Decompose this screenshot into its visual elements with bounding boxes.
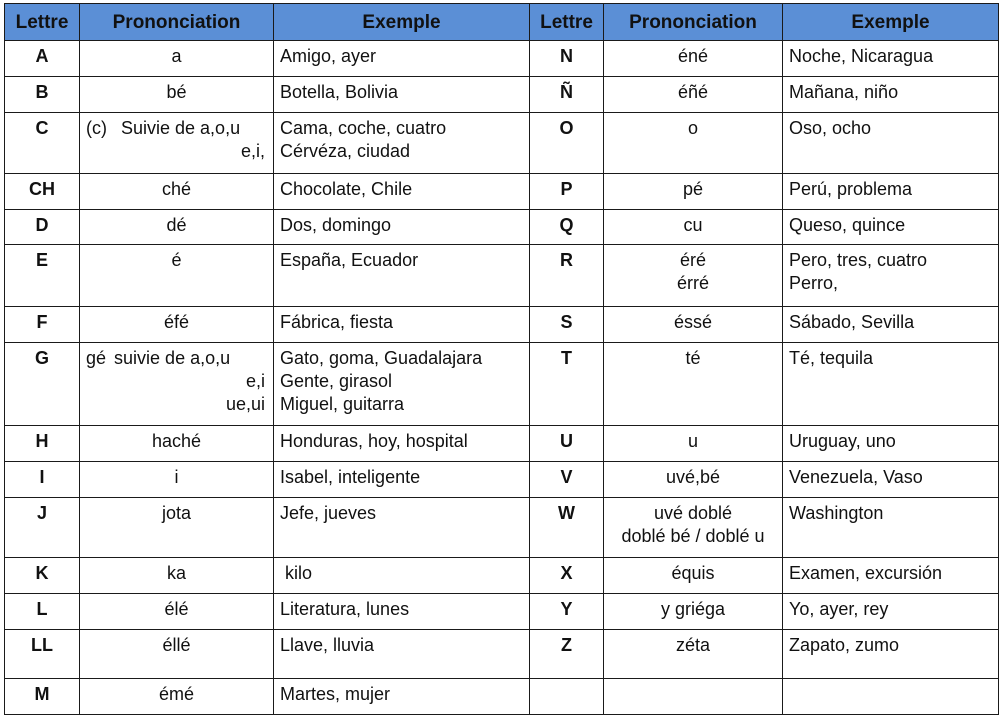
pronunciation-line: ché	[161, 178, 192, 199]
example-line: Amigo, ayer	[280, 46, 377, 66]
header-pronunciation-right: Prononciation	[604, 4, 783, 41]
pronunciation-prefix: (c)	[86, 117, 107, 138]
header-example-left: Exemple	[274, 4, 530, 41]
letter-cell: Ñ	[530, 76, 604, 112]
example-line: Perú, problema	[789, 178, 913, 199]
pronunciation-line: uvé,bé	[665, 467, 721, 488]
example-line: Té, tequila	[789, 347, 874, 368]
example-cell	[274, 173, 530, 209]
example-cell	[274, 558, 530, 594]
example-line: Martes, mujer	[280, 684, 391, 705]
pronunciation-cell	[80, 594, 274, 630]
letter-cell: F	[5, 306, 80, 342]
example-line: España, Ecuador	[280, 250, 419, 271]
example-line: Cérvéza, ciudad	[280, 140, 411, 161]
example-line: Examen, excursión	[789, 563, 943, 584]
letter-cell: A	[5, 41, 80, 77]
letter-cell: Y	[530, 594, 604, 630]
letter-cell: I	[5, 462, 80, 498]
pronunciation-cell	[80, 41, 274, 77]
table-row	[5, 594, 999, 630]
header-row	[5, 4, 999, 41]
example-cell	[274, 629, 530, 678]
example-line: Venezuela, Vaso	[789, 467, 923, 488]
example-line: Oso, ocho	[789, 117, 872, 138]
example-cell	[274, 498, 530, 558]
example-cell	[274, 41, 530, 77]
pronunciation-line: é	[171, 250, 182, 271]
example-cell	[783, 173, 999, 209]
example-line: Botella, Bolivia	[280, 81, 399, 102]
pronunciation-line: a	[171, 46, 182, 66]
example-cell	[783, 558, 999, 594]
example-line: Llave, lluvia	[280, 634, 375, 655]
pronunciation-cell	[604, 112, 783, 173]
header-letter-right: Lettre	[530, 4, 604, 41]
table-row	[5, 173, 999, 209]
example-cell	[783, 629, 999, 678]
letter-cell: M	[5, 679, 80, 715]
pronunciation-extra-line: e,i,	[240, 140, 265, 161]
pronunciation-line: y griéga	[660, 599, 726, 620]
letter-cell: C	[5, 112, 80, 173]
pronunciation-cell	[80, 76, 274, 112]
pronunciation-line: pé	[682, 178, 704, 199]
example-cell	[783, 679, 999, 715]
table-row	[5, 41, 999, 77]
pronunciation-cell	[604, 629, 783, 678]
example-line: Miguel, guitarra	[280, 393, 405, 414]
pronunciation-line: érré	[676, 273, 709, 294]
example-line: Uruguay, uno	[789, 431, 896, 452]
pronunciation-line: éré	[679, 250, 706, 271]
letter-cell: P	[530, 173, 604, 209]
pronunciation-extra-line: ue,ui	[225, 393, 265, 414]
table-row	[5, 209, 999, 245]
pronunciation-line: té	[685, 347, 701, 368]
example-line: Washington	[789, 503, 884, 524]
pronunciation-cell	[604, 498, 783, 558]
table-row	[5, 245, 999, 306]
pronunciation-cell	[604, 342, 783, 426]
example-cell	[783, 498, 999, 558]
table-row	[5, 306, 999, 342]
example-cell	[274, 306, 530, 342]
example-cell	[783, 594, 999, 630]
header-example-right: Exemple	[783, 4, 999, 41]
pronunciation-cell	[80, 629, 274, 678]
example-cell	[274, 594, 530, 630]
table-row	[5, 558, 999, 594]
letter-cell: B	[5, 76, 80, 112]
pronunciation-extra-line: e,i	[245, 370, 265, 391]
pronunciation-cell	[604, 679, 783, 715]
pronunciation-cell	[80, 245, 274, 306]
example-line: Chocolate, Chile	[280, 178, 413, 199]
pronunciation-cell	[604, 245, 783, 306]
example-line: Queso, quince	[789, 214, 906, 235]
letter-cell: S	[530, 306, 604, 342]
pronunciation-cell	[80, 558, 274, 594]
pronunciation-line: bé	[166, 81, 187, 102]
pronunciation-cell	[604, 594, 783, 630]
table-row	[5, 679, 999, 715]
letter-cell: E	[5, 245, 80, 306]
example-cell	[274, 462, 530, 498]
example-line: Isabel, inteligente	[280, 467, 421, 488]
letter-cell: L	[5, 594, 80, 630]
pronunciation-cell	[604, 173, 783, 209]
letter-cell: Z	[530, 629, 604, 678]
example-cell	[274, 342, 530, 426]
example-cell	[783, 112, 999, 173]
pronunciation-cell	[80, 679, 274, 715]
example-line: Gente, girasol	[280, 370, 393, 391]
example-line: Literatura, lunes	[280, 599, 410, 620]
pronunciation-line: cu	[683, 214, 703, 235]
pronunciation-line: éné	[677, 46, 709, 66]
example-line: Pero, tres, cuatro	[789, 250, 928, 271]
example-line: Gato, goma, Guadalajara	[280, 347, 483, 368]
table-row	[5, 498, 999, 558]
table-row	[5, 629, 999, 678]
header-pronunciation-left: Prononciation	[80, 4, 274, 41]
pronunciation-line: o	[687, 117, 698, 138]
pronunciation-line: u	[687, 431, 698, 452]
letter-cell: X	[530, 558, 604, 594]
pronunciation-cell	[80, 306, 274, 342]
letter-cell: N	[530, 41, 604, 77]
letter-cell: H	[5, 426, 80, 462]
pronunciation-cell	[604, 76, 783, 112]
letter-cell: Q	[530, 209, 604, 245]
pronunciation-cell	[604, 306, 783, 342]
pronunciation-cell	[80, 426, 274, 462]
example-cell	[274, 426, 530, 462]
example-line: Mañana, niño	[789, 81, 899, 102]
pronunciation-line: équis	[671, 563, 715, 584]
letter-cell: W	[530, 498, 604, 558]
example-line: Sábado, Sevilla	[789, 311, 915, 332]
pronunciation-cell	[80, 498, 274, 558]
example-cell	[274, 245, 530, 306]
pronunciation-cell	[80, 112, 274, 173]
example-line: kilo	[280, 563, 313, 584]
pronunciation-line: émé	[158, 684, 194, 705]
example-line: Fábrica, fiesta	[280, 311, 394, 332]
pronunciation-cell	[604, 426, 783, 462]
letter-cell: R	[530, 245, 604, 306]
pronunciation-line: dé	[166, 214, 187, 235]
pronunciation-rule: Suivie de a,o,u	[121, 117, 241, 138]
pronunciation-line: i	[174, 467, 179, 488]
letter-cell	[530, 679, 604, 715]
letter-cell: U	[530, 426, 604, 462]
table-row	[5, 342, 999, 426]
example-line: Jefe, jueves	[280, 503, 377, 524]
example-cell	[783, 41, 999, 77]
pronunciation-first-line	[86, 347, 267, 370]
letter-cell: K	[5, 558, 80, 594]
spanish-alphabet-table	[4, 3, 999, 715]
pronunciation-cell	[80, 209, 274, 245]
letter-cell: CH	[5, 173, 80, 209]
table-row	[5, 462, 999, 498]
pronunciation-cell	[80, 462, 274, 498]
example-line: Yo, ayer, rey	[789, 599, 889, 620]
pronunciation-line: éllé	[162, 634, 191, 655]
pronunciation-cell	[604, 41, 783, 77]
pronunciation-line: ka	[166, 563, 186, 584]
header-letter-left: Lettre	[5, 4, 80, 41]
pronunciation-line: haché	[151, 431, 202, 452]
example-cell	[783, 76, 999, 112]
example-cell	[783, 245, 999, 306]
example-cell	[783, 209, 999, 245]
example-cell	[783, 426, 999, 462]
pronunciation-rule: suivie de a,o,u	[114, 347, 231, 368]
example-cell	[274, 112, 530, 173]
pronunciation-line: éssé	[673, 311, 713, 332]
example-cell	[274, 209, 530, 245]
letter-cell: O	[530, 112, 604, 173]
pronunciation-prefix: gé	[86, 347, 107, 368]
example-line: Honduras, hoy, hospital	[280, 431, 468, 452]
pronunciation-cell	[80, 342, 274, 426]
example-line: Perro,	[789, 273, 839, 294]
letter-cell: G	[5, 342, 80, 426]
letter-cell: LL	[5, 629, 80, 678]
example-cell	[783, 342, 999, 426]
example-cell	[783, 306, 999, 342]
letter-cell: J	[5, 498, 80, 558]
example-line: Cama, coche, cuatro	[280, 117, 447, 138]
pronunciation-cell	[80, 173, 274, 209]
pronunciation-first-line	[86, 117, 267, 140]
pronunciation-line: éñé	[677, 81, 709, 102]
pronunciation-cell	[604, 558, 783, 594]
pronunciation-line: doblé bé / doblé u	[621, 526, 765, 547]
example-line: Noche, Nicaragua	[789, 46, 934, 66]
example-line: Zapato, zumo	[789, 634, 900, 655]
table-row	[5, 112, 999, 173]
example-line: Dos, domingo	[280, 214, 392, 235]
table-row	[5, 76, 999, 112]
example-cell	[783, 462, 999, 498]
letter-cell: D	[5, 209, 80, 245]
letter-cell: V	[530, 462, 604, 498]
pronunciation-line: jota	[161, 503, 192, 524]
pronunciation-cell	[604, 209, 783, 245]
pronunciation-line: éfé	[163, 311, 190, 332]
letter-cell: T	[530, 342, 604, 426]
example-cell	[274, 76, 530, 112]
pronunciation-line: zéta	[675, 634, 711, 655]
pronunciation-cell	[604, 462, 783, 498]
table-row	[5, 426, 999, 462]
pronunciation-line: uvé doblé	[653, 503, 733, 524]
pronunciation-line: élé	[164, 599, 189, 620]
example-cell	[274, 679, 530, 715]
